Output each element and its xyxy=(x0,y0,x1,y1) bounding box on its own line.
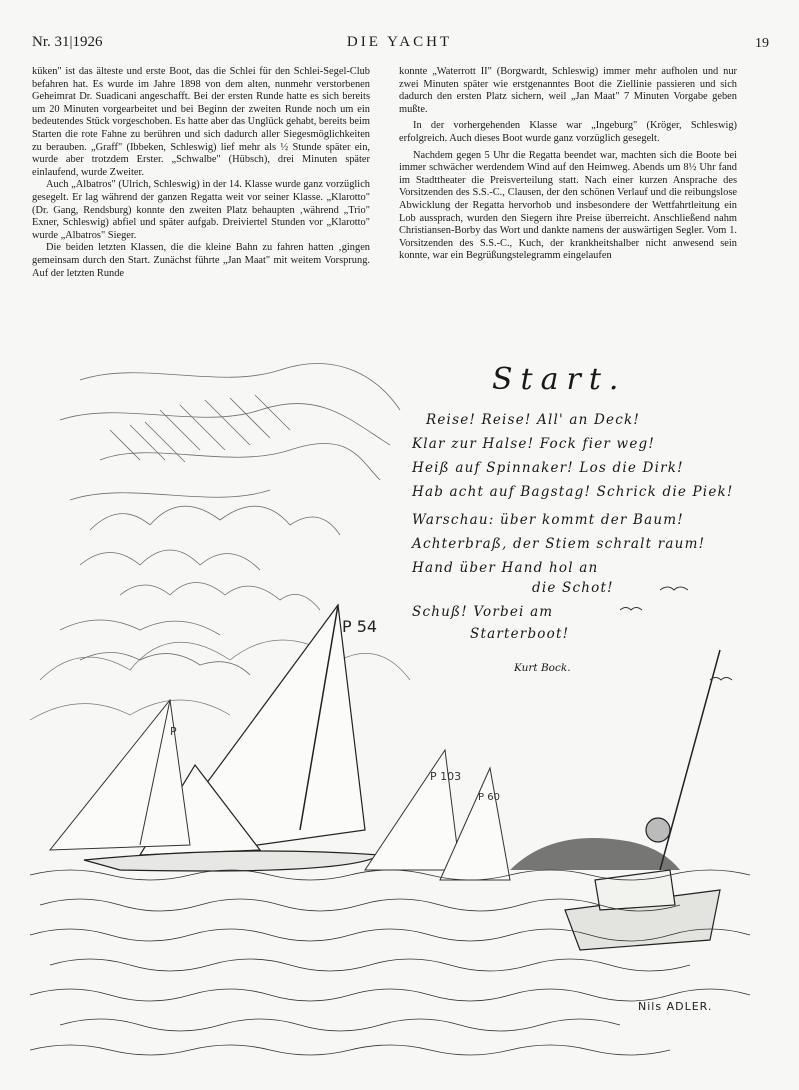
article-right-column xyxy=(399,66,737,263)
artist-signature: Nils ADLER. xyxy=(638,1000,713,1013)
distant-island xyxy=(510,838,680,870)
poem-line: Hand über Hand hol an xyxy=(412,560,599,576)
paragraph: Die beiden letzten Klassen, die die kleine Bahn zu fahren hatten ‚gingen gemeinsam durch den Start. Zunächst führte „Jan Maat" mit weitem Vorsprung. Auf der letzten Runde xyxy=(32,242,370,279)
paragraph: Auch „Albatros" (Ulrich, Schleswig) in der 14. Klasse wurde ganz vorzüglich gesegelt. Er lag während der ganzen Regatta weit vor seiner Klasse. „Klarotto" (Dr. Gang, Rendsburg) konnte den zweiten Platz behaupten ‚während „Trio" Exner, Schleswig) abfiel und später aufgab. Dreiviertel Stunden vor „Klarotto" wurde „Albatros" Sieger. xyxy=(32,179,370,241)
sail-number-p54: P 54 xyxy=(342,617,378,636)
sailboat-mid xyxy=(365,750,461,870)
magazine-title: DIE YACHT xyxy=(346,34,453,50)
sailing-illustration xyxy=(20,350,780,1075)
poem-line: Hab acht auf Bagstag! Schrick die Piek! xyxy=(412,484,734,500)
poem-author: Kurt Bock. xyxy=(514,662,571,674)
clouds xyxy=(30,640,410,720)
poem-line: Klar zur Halse! Fock fier weg! xyxy=(412,436,655,452)
paragraph: küken" ist das älteste und erste Boot, das die Schlei für den Schlei-Segel-Club befahren hat. Es wurde im Jahre 1898 von dem alten, nunmehr verstorbenen Geheimrat Dr. Suadicani angeschafft. Bei der ersten Runde hatte es sich bereits um 20 Minuten vorgearbeitet und bei Beginn der zweiten Runde noch um ein bedeutendes Stück vorgeschoben. Es hatte aber das Unglück gehabt, bereits beim Starten die rote Fahne zu berühren und sich dadurch aller Siegesmöglichkeiten zu berauben. „Graff" (Ibbeken, Schleswig) lief mehr als ½ Stunde später ein, wurde aber trotzdem Erster. „Schwalbe" (Hübsch), drei Minuten später einlaufend, wurde Zweiter. xyxy=(32,66,370,178)
article-left-column xyxy=(32,66,370,280)
paragraph: In der vorhergehenden Klasse war „Ingeburg" (Kröger, Schleswig) erfolgreich. Auch dieses Boot wurde ganz vorzüglich gesegelt. xyxy=(399,120,737,144)
page-number: 19 xyxy=(755,36,769,51)
paragraph: Nachdem gegen 5 Uhr die Regatta beendet war, machten sich die Boote bei immer schwächer werdendem Wind auf den Heimweg. Abends um 8½ Uhr fand im Stadttheater die Preisverteilung statt. Nach einer kurzen Ansprache des Vorsitzenden des S.S.-C., Clausen, der den schönen Verlauf und die reibungslose Abwicklung der Regatta hervorhob und insbesondere der Wettfahrtleitung ein Lob aussprach, wurden den Siegern ihre Preise überreicht. Anschließend nahm Christiansen-Borby das Wort und dankte namens der auswärtigen Segler. Vom 1. Vorsitzenden des S.S.-C., Kuch, der krankheitshalber nicht anwesend sein konnte, war ein Begrüßungstelegramm eingelaufen xyxy=(399,149,737,262)
poem-line: Heiß auf Spinnaker! Los die Dirk! xyxy=(412,460,684,476)
svg-text:P 60: P 60 xyxy=(478,792,500,803)
poem-line: Warschau: über kommt der Baum! xyxy=(412,512,684,528)
poem-line: Reise! Reise! All' an Deck! xyxy=(426,412,641,428)
poem-title: Start. xyxy=(492,362,627,397)
poem-line: Starterboot! xyxy=(470,626,570,642)
poem-line: Achterbraß, der Stiem schralt raum! xyxy=(412,536,706,552)
issue-number: Nr. 31|1926 xyxy=(32,34,103,50)
sailboat-left xyxy=(50,700,190,850)
page-header xyxy=(30,34,769,56)
poem-line: die Schot! xyxy=(532,580,614,596)
poem-line: Schuß! Vorbei am xyxy=(412,604,554,620)
committee-boat xyxy=(565,650,720,950)
svg-text:P 103: P 103 xyxy=(430,770,462,783)
paragraph: konnte „Waterrott II" (Borgwardt, Schleswig) immer mehr aufholen und nur zwei Minuten später wie erstgenanntes Boot die Ziellinie passieren und sich dadurch den ersten Platz sichern, weil „Jan Maat" 7 Minuten Vorgabe geben mußte. xyxy=(399,66,737,115)
svg-text:P: P xyxy=(170,725,177,738)
